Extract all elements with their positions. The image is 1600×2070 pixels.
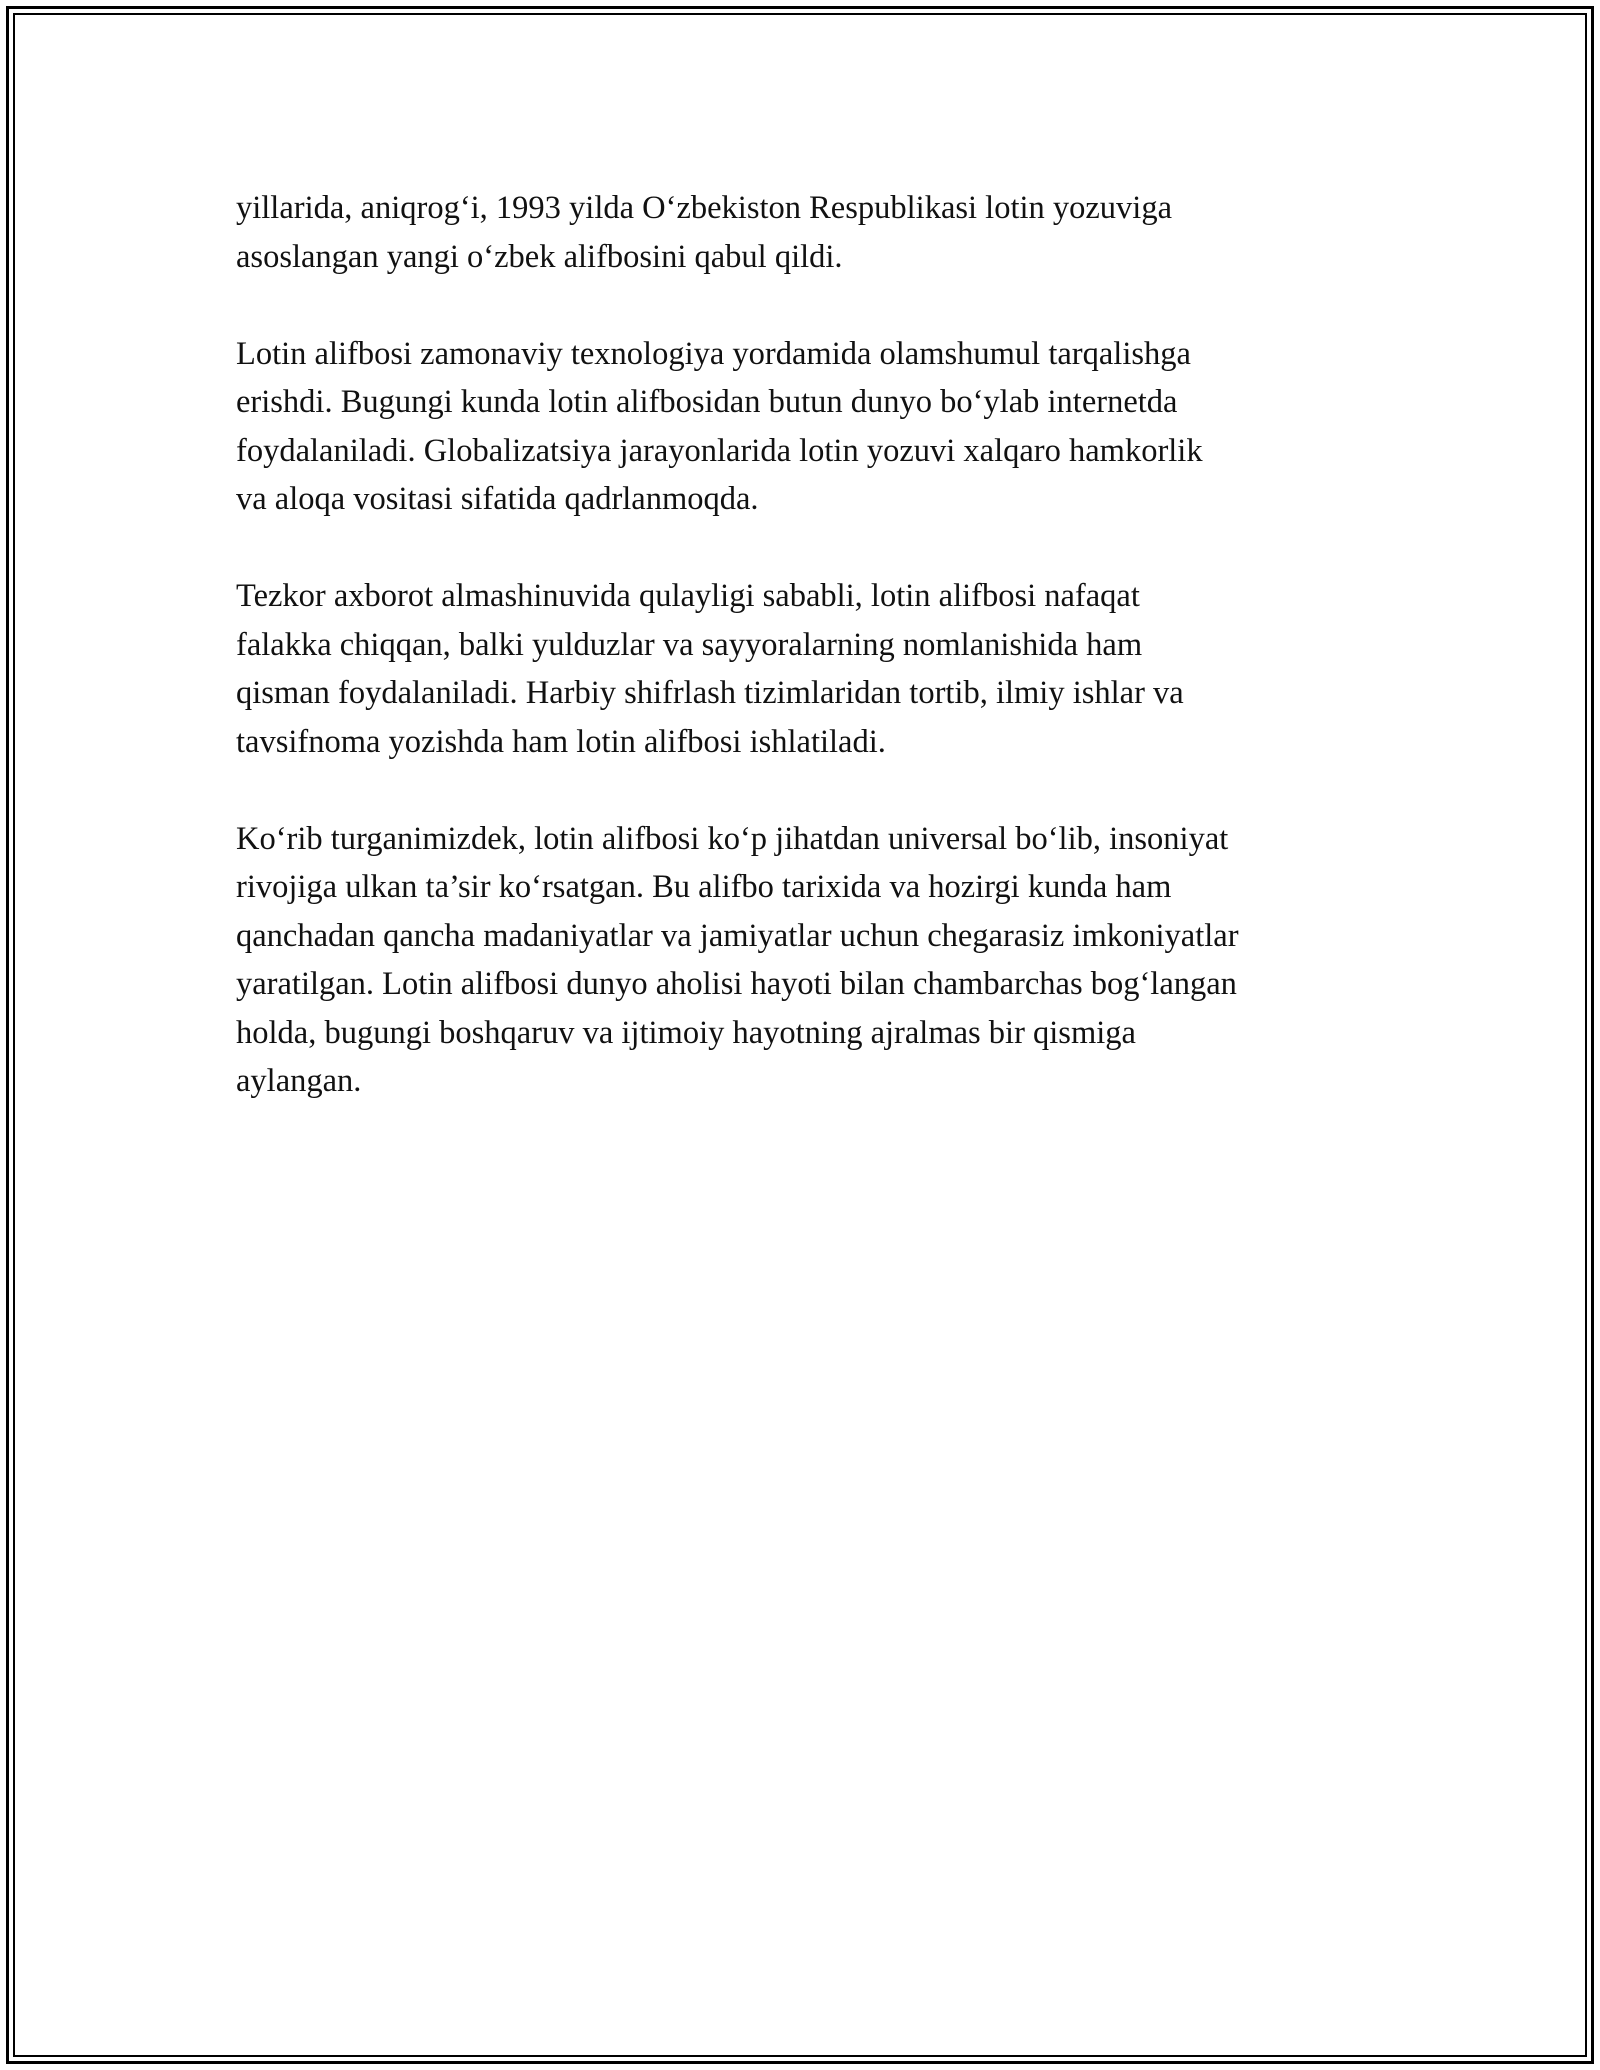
paragraph-3 [236,572,1396,766]
paragraph-line: asoslangan yangi o‘zbek alifbosini qabul qildi. [236,238,843,275]
paragraph-line: Tezkor axborot almashinuvida qulayligi sababli, lotin alifbosi nafaqat [236,578,1140,614]
paragraph-line: Lotin alifbosi zamonaviy texnologiya yordamida olamshumul tarqalishga [236,335,1191,372]
paragraph-line: qisman foydalaniladi. Harbiy shifrlash tizimlaridan tortib, ilmiy ishlar va [236,675,1184,711]
paragraph-line: erishdi. Bugungi kunda lotin alifbosidan butun dunyo bo‘ylab internetda [236,384,1178,420]
paragraph-line: falakka chiqqan, balki yulduzlar va sayyoralarning nomlanishida ham [236,626,1143,663]
paragraph-line: Ko‘rib turganimizdek, lotin alifbosi ko‘p jihatdan universal bo‘lib, insoniyat [236,820,1229,857]
paragraph-1 [236,184,1396,281]
paragraph-4 [236,815,1396,1106]
paragraph-line: qanchadan qancha madaniyatlar va jamiyatlar uchun chegarasiz imkoniyatlar [236,917,1239,954]
paragraph-line: yaratilgan. Lotin alifbosi dunyo aholisi hayoti bilan chambarchas bog‘langan [236,966,1237,1002]
paragraph-line: yillarida, aniqrog‘i, 1993 yilda O‘zbekiston Respublikasi lotin yozuviga [236,190,1173,226]
paragraph-line: va aloqa vositasi sifatida qadrlanmoqda. [236,481,759,517]
paragraph-line: rivojiga ulkan ta’sir ko‘rsatgan. Bu alifbo tarixida va hozirgi kunda ham [236,869,1172,905]
document-body [236,184,1396,1154]
paragraph-2 [236,330,1396,524]
paragraph-line: foydalaniladi. Globalizatsiya jarayonlarida lotin yozuvi xalqaro hamkorlik [236,432,1203,469]
paragraph-line: tavsifnoma yozishda ham lotin alifbosi ishlatiladi. [236,723,886,760]
paragraph-line: holda, bugungi boshqaruv va ijtimoiy hayotning ajralmas bir qismiga [236,1014,1136,1051]
paragraph-line: aylangan. [236,1063,362,1099]
